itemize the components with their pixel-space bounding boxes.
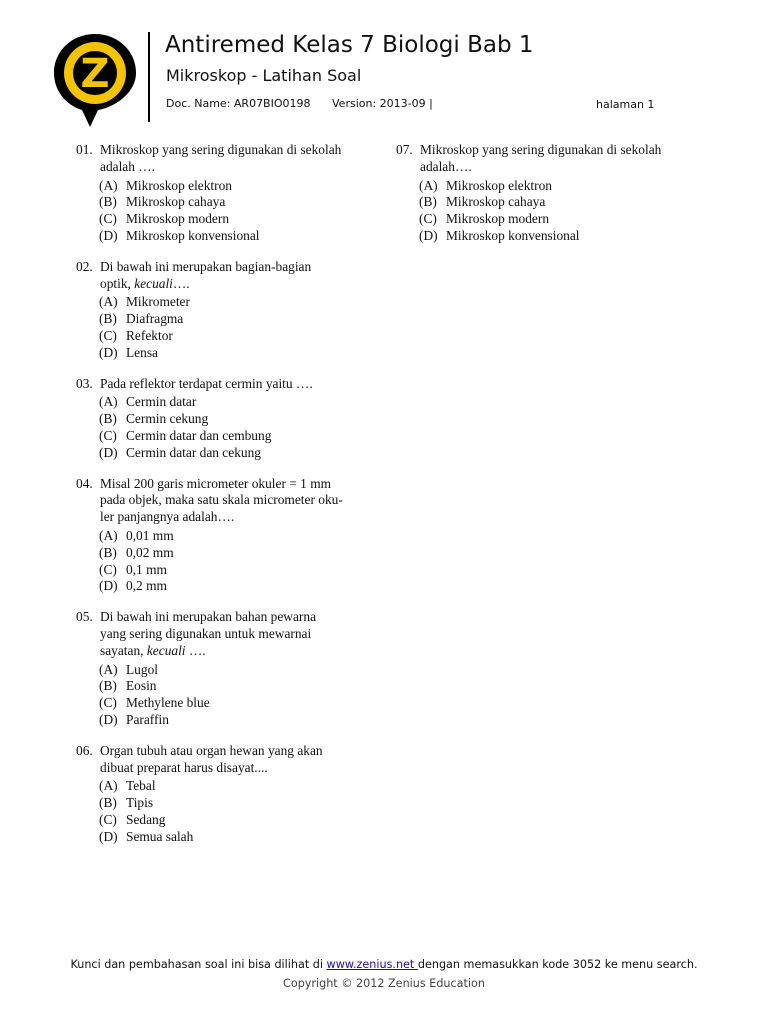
option-label: (C) xyxy=(99,561,117,577)
answer-option xyxy=(76,411,376,428)
question xyxy=(76,743,376,846)
question xyxy=(76,142,376,245)
logo-letter: Z xyxy=(80,51,110,97)
option-label: (D) xyxy=(99,828,118,844)
questions-right-column xyxy=(396,142,716,259)
answer-option xyxy=(76,328,376,345)
answer-options xyxy=(76,294,376,361)
page-number: halaman 1 xyxy=(596,98,655,111)
answer-option xyxy=(396,211,716,228)
answer-option xyxy=(76,662,376,679)
question-text xyxy=(100,376,376,393)
option-text: Mikroskop konvensional xyxy=(446,227,580,243)
option-text: 0,02 mm xyxy=(126,544,174,560)
option-text: 0,01 mm xyxy=(126,527,174,543)
answer-option xyxy=(76,562,376,579)
question-number: 04. xyxy=(76,475,93,491)
question-text xyxy=(100,259,376,293)
option-label: (C) xyxy=(99,695,117,711)
answer-options xyxy=(76,178,376,245)
answer-option xyxy=(76,178,376,195)
question-text xyxy=(420,142,716,176)
answer-option xyxy=(76,695,376,712)
page-title: Antiremed Kelas 7 Biologi Bab 1 xyxy=(165,32,534,58)
option-text: Paraffin xyxy=(126,711,169,727)
question xyxy=(396,142,716,245)
question-text-tail: …. xyxy=(172,275,190,291)
answer-option xyxy=(396,178,716,195)
option-label: (A) xyxy=(99,661,118,677)
option-text: Cermin datar dan cembung xyxy=(126,427,272,443)
option-text: 0,2 mm xyxy=(126,578,167,594)
question-text-main: Di bawah ini merupakan bahan pewarna yang sering digunakan untuk mewarnai sayatan, xyxy=(100,609,317,658)
question-number: 02. xyxy=(76,258,93,274)
page-subtitle: Mikroskop - Latihan Soal xyxy=(166,66,362,85)
option-text: Methylene blue xyxy=(126,695,210,711)
option-text: Mikrometer xyxy=(126,294,190,310)
option-text: Sedang xyxy=(126,811,166,827)
question-number: 01. xyxy=(76,142,93,157)
question-text xyxy=(100,476,376,526)
option-label: (A) xyxy=(99,778,118,794)
option-text: Mikroskop modern xyxy=(126,211,230,227)
option-label: (B) xyxy=(419,194,437,210)
option-text: Lugol xyxy=(126,661,158,677)
answer-option xyxy=(76,345,376,362)
question xyxy=(76,609,376,729)
option-text: Mikroskop cahaya xyxy=(126,194,226,210)
question xyxy=(76,476,376,596)
doc-name: Doc. Name: AR07BIO0198 xyxy=(166,97,311,110)
question-stem xyxy=(76,142,376,176)
option-label: (D) xyxy=(99,227,118,243)
option-text: Mikroskop konvensional xyxy=(126,227,260,243)
question-text-emphasis: kecuali xyxy=(134,275,173,291)
option-label: (B) xyxy=(99,411,117,427)
option-text: Tebal xyxy=(126,778,156,794)
answer-option xyxy=(76,545,376,562)
question xyxy=(76,376,376,462)
question-text xyxy=(100,142,376,176)
option-label: (D) xyxy=(99,444,118,460)
option-label: (D) xyxy=(99,578,118,594)
option-label: (C) xyxy=(99,211,117,227)
answer-options xyxy=(396,178,716,245)
question-text-main: Organ tubuh atau organ hewan yang akan dibuat preparat harus disayat.... xyxy=(100,742,323,775)
question-text-main: Mikroskop yang sering digunakan di sekolah adalah …. xyxy=(100,142,342,174)
doc-version: Version: 2013-09 | xyxy=(332,97,433,110)
answer-option xyxy=(76,678,376,695)
option-label: (A) xyxy=(99,177,118,193)
option-text: Diafragma xyxy=(126,311,184,327)
answer-options xyxy=(76,662,376,729)
option-text: Refektor xyxy=(126,327,173,343)
option-text: Cermin datar dan cekung xyxy=(126,444,261,460)
answer-option xyxy=(396,194,716,211)
question-stem xyxy=(396,142,716,176)
copyright: Copyright © 2012 Zenius Education xyxy=(283,977,485,990)
option-text: Lensa xyxy=(126,344,158,360)
zenius-link[interactable]: www.zenius.net xyxy=(326,958,418,971)
option-label: (B) xyxy=(99,678,117,694)
option-text: Tipis xyxy=(126,795,154,811)
question-text-main: Pada reflektor terdapat cermin yaitu …. xyxy=(100,375,313,391)
question-number: 07. xyxy=(396,142,413,157)
answer-option xyxy=(76,712,376,729)
option-text: Cermin datar xyxy=(126,394,197,410)
answer-option xyxy=(76,528,376,545)
option-label: (B) xyxy=(99,544,117,560)
question-number: 03. xyxy=(76,375,93,391)
footer-note xyxy=(0,958,768,971)
footer-suffix: dengan memasukkan kode 3052 ke menu search. xyxy=(417,958,698,971)
questions-left-column xyxy=(76,142,376,859)
question-number: 06. xyxy=(76,742,93,758)
question-text-tail: …. xyxy=(185,642,206,658)
option-text: Mikroskop modern xyxy=(446,211,550,227)
answer-option xyxy=(76,228,376,245)
footer-prefix: Kunci dan pembahasan soal ini bisa dilihat di xyxy=(70,958,327,971)
option-text: Mikroskop elektron xyxy=(446,177,552,193)
answer-option xyxy=(76,194,376,211)
option-label: (C) xyxy=(419,211,437,227)
option-label: (A) xyxy=(419,177,438,193)
question-stem xyxy=(76,743,376,777)
option-label: (A) xyxy=(99,394,118,410)
answer-option xyxy=(76,812,376,829)
answer-option xyxy=(76,795,376,812)
option-text: Mikroskop cahaya xyxy=(446,194,546,210)
question-text-emphasis: kecuali xyxy=(146,642,186,658)
option-label: (D) xyxy=(99,711,118,727)
option-text: Semua salah xyxy=(126,828,194,844)
answer-option xyxy=(76,445,376,462)
doc-info xyxy=(166,97,451,110)
question-text xyxy=(100,743,376,777)
question-text-main: Mikroskop yang sering digunakan di sekolah adalah…. xyxy=(420,142,662,174)
answer-option xyxy=(76,294,376,311)
question-text-main: Di bawah ini merupakan bagian-bagian optik, xyxy=(100,258,312,291)
option-text: Cermin cekung xyxy=(126,411,209,427)
question-stem xyxy=(76,376,376,393)
question-stem xyxy=(76,476,376,526)
option-label: (C) xyxy=(99,427,117,443)
answer-option xyxy=(76,778,376,795)
question-text xyxy=(100,609,376,659)
option-label: (C) xyxy=(99,811,117,827)
answer-option xyxy=(76,311,376,328)
question-text-main: Misal 200 garis micrometer okuler = 1 mm pada objek, maka satu skala micrometer oku- ler panjangnya adalah…. xyxy=(100,475,343,525)
answer-option xyxy=(76,829,376,846)
option-label: (B) xyxy=(99,194,117,210)
answer-option xyxy=(76,211,376,228)
option-label: (D) xyxy=(419,227,438,243)
answer-option xyxy=(76,578,376,595)
question-number: 05. xyxy=(76,609,93,625)
option-label: (C) xyxy=(99,327,117,343)
answer-option xyxy=(76,428,376,445)
header-divider xyxy=(148,32,150,122)
option-text: Eosin xyxy=(126,678,157,694)
question xyxy=(76,259,376,362)
answer-options xyxy=(76,394,376,461)
question-stem xyxy=(76,259,376,293)
option-label: (D) xyxy=(99,344,118,360)
option-text: 0,1 mm xyxy=(126,561,167,577)
zenius-logo xyxy=(50,30,140,130)
option-label: (A) xyxy=(99,527,118,543)
option-label: (A) xyxy=(99,294,118,310)
option-label: (B) xyxy=(99,795,117,811)
answer-option xyxy=(76,394,376,411)
option-label: (B) xyxy=(99,311,117,327)
option-text: Mikroskop elektron xyxy=(126,177,232,193)
answer-option xyxy=(396,228,716,245)
question-stem xyxy=(76,609,376,659)
answer-options xyxy=(76,778,376,845)
answer-options xyxy=(76,528,376,595)
